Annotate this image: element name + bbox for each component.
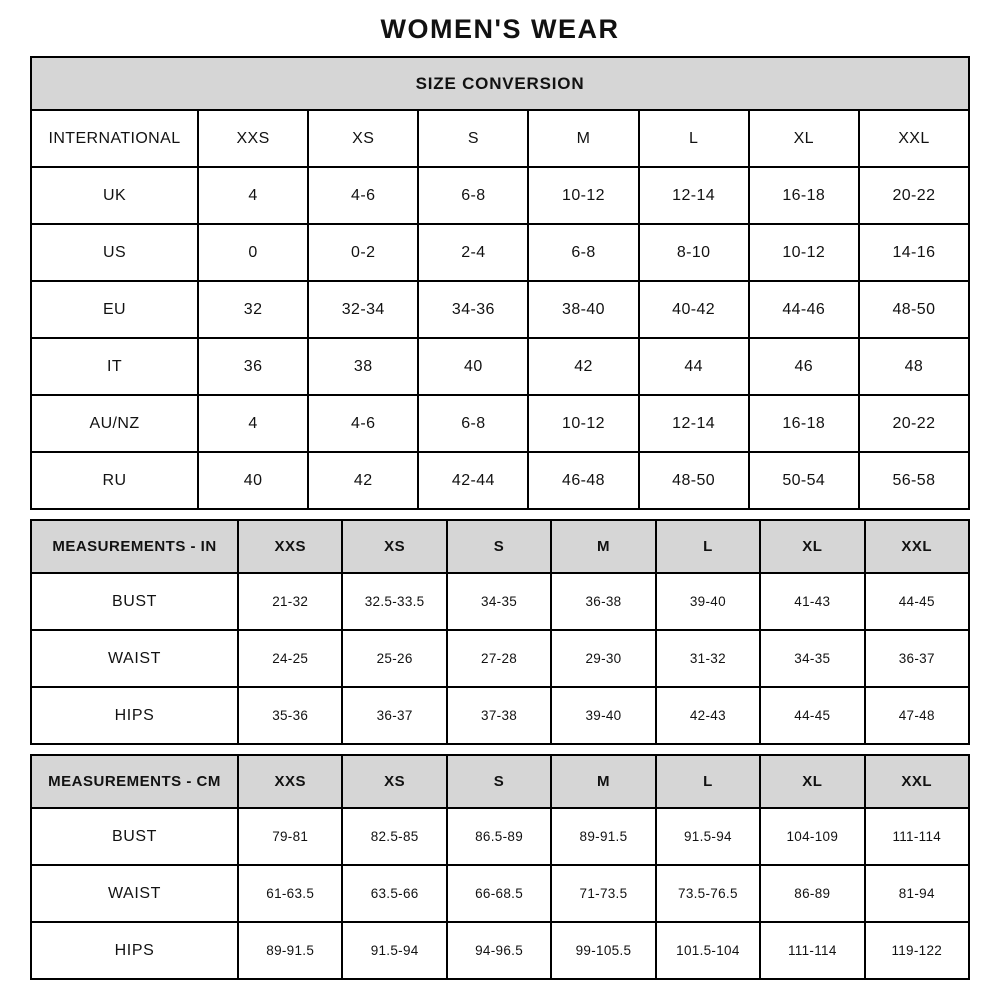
- value-cell: 42: [308, 452, 418, 509]
- size-conversion-table: [30, 56, 970, 510]
- column-header-m: M: [528, 110, 638, 167]
- value-cell: 10-12: [749, 224, 859, 281]
- row-label: RU: [31, 452, 198, 509]
- value-cell: 47-48: [865, 687, 969, 744]
- value-cell: 38-40: [528, 281, 638, 338]
- value-cell: 111-114: [760, 922, 864, 979]
- value-cell: 86-89: [760, 865, 864, 922]
- value-cell: 79-81: [238, 808, 342, 865]
- value-cell: 6-8: [418, 167, 528, 224]
- row-label: BUST: [31, 808, 238, 865]
- value-cell: 89-91.5: [551, 808, 655, 865]
- column-header-l: L: [639, 110, 749, 167]
- value-cell: 91.5-94: [656, 808, 760, 865]
- value-cell: 40: [198, 452, 308, 509]
- value-cell: 31-32: [656, 630, 760, 687]
- table-row-us: [31, 224, 969, 281]
- column-header-xs: XS: [342, 520, 446, 573]
- value-cell: 82.5-85: [342, 808, 446, 865]
- column-header-l: L: [656, 755, 760, 808]
- value-cell: 14-16: [859, 224, 969, 281]
- value-cell: 39-40: [551, 687, 655, 744]
- value-cell: 71-73.5: [551, 865, 655, 922]
- value-cell: 29-30: [551, 630, 655, 687]
- column-header-xl: XL: [760, 520, 864, 573]
- row-label: HIPS: [31, 922, 238, 979]
- value-cell: 0: [198, 224, 308, 281]
- measurements-in-title: MEASUREMENTS - IN: [31, 520, 238, 573]
- value-cell: 41-43: [760, 573, 864, 630]
- page-title: WOMEN'S WEAR: [380, 14, 620, 44]
- value-cell: 63.5-66: [342, 865, 446, 922]
- value-cell: 4: [198, 167, 308, 224]
- value-cell: 99-105.5: [551, 922, 655, 979]
- value-cell: 48-50: [859, 281, 969, 338]
- value-cell: 66-68.5: [447, 865, 551, 922]
- column-header-s: S: [447, 755, 551, 808]
- value-cell: 61-63.5: [238, 865, 342, 922]
- table-row-waist: [31, 630, 969, 687]
- row-label: US: [31, 224, 198, 281]
- value-cell: 36-38: [551, 573, 655, 630]
- value-cell: 4-6: [308, 167, 418, 224]
- value-cell: 46-48: [528, 452, 638, 509]
- column-header-m: M: [551, 520, 655, 573]
- value-cell: 36-37: [865, 630, 969, 687]
- value-cell: 38: [308, 338, 418, 395]
- value-cell: 20-22: [859, 167, 969, 224]
- table-row-uk: [31, 167, 969, 224]
- value-cell: 44-45: [760, 687, 864, 744]
- value-cell: 48: [859, 338, 969, 395]
- table-row-bust: [31, 573, 969, 630]
- column-header-row: [31, 520, 969, 573]
- table-row-aunz: [31, 395, 969, 452]
- value-cell: 91.5-94: [342, 922, 446, 979]
- value-cell: 16-18: [749, 167, 859, 224]
- table-row-it: [31, 338, 969, 395]
- column-header-international: INTERNATIONAL: [31, 110, 198, 167]
- column-header-s: S: [447, 520, 551, 573]
- value-cell: 24-25: [238, 630, 342, 687]
- row-label: WAIST: [31, 865, 238, 922]
- column-header-xl: XL: [760, 755, 864, 808]
- value-cell: 73.5-76.5: [656, 865, 760, 922]
- value-cell: 40: [418, 338, 528, 395]
- table-row-eu: [31, 281, 969, 338]
- measurements-cm-table: [30, 754, 970, 980]
- table-row-ru: [31, 452, 969, 509]
- table-row-waist: [31, 865, 969, 922]
- value-cell: 4-6: [308, 395, 418, 452]
- value-cell: 89-91.5: [238, 922, 342, 979]
- value-cell: 21-32: [238, 573, 342, 630]
- column-header-row: [31, 110, 969, 167]
- row-label: WAIST: [31, 630, 238, 687]
- value-cell: 6-8: [418, 395, 528, 452]
- table-row-bust: [31, 808, 969, 865]
- size-conversion-title: SIZE CONVERSION: [31, 57, 969, 110]
- value-cell: 119-122: [865, 922, 969, 979]
- table-row-hips: [31, 922, 969, 979]
- row-label: IT: [31, 338, 198, 395]
- value-cell: 20-22: [859, 395, 969, 452]
- column-header-xxl: XXL: [865, 520, 969, 573]
- value-cell: 32: [198, 281, 308, 338]
- column-header-xxs: XXS: [198, 110, 308, 167]
- column-header-xxs: XXS: [238, 755, 342, 808]
- column-header-xl: XL: [749, 110, 859, 167]
- value-cell: 94-96.5: [447, 922, 551, 979]
- value-cell: 104-109: [760, 808, 864, 865]
- value-cell: 6-8: [528, 224, 638, 281]
- row-label: HIPS: [31, 687, 238, 744]
- value-cell: 81-94: [865, 865, 969, 922]
- value-cell: 101.5-104: [656, 922, 760, 979]
- column-header-l: L: [656, 520, 760, 573]
- value-cell: 36-37: [342, 687, 446, 744]
- column-header-xxl: XXL: [865, 755, 969, 808]
- value-cell: 0-2: [308, 224, 418, 281]
- value-cell: 34-35: [447, 573, 551, 630]
- value-cell: 10-12: [528, 167, 638, 224]
- value-cell: 44-45: [865, 573, 969, 630]
- column-header-m: M: [551, 755, 655, 808]
- row-label: UK: [31, 167, 198, 224]
- value-cell: 4: [198, 395, 308, 452]
- column-header-xxs: XXS: [238, 520, 342, 573]
- row-label: AU/NZ: [31, 395, 198, 452]
- value-cell: 10-12: [528, 395, 638, 452]
- column-header-s: S: [418, 110, 528, 167]
- value-cell: 8-10: [639, 224, 749, 281]
- value-cell: 16-18: [749, 395, 859, 452]
- value-cell: 86.5-89: [447, 808, 551, 865]
- value-cell: 27-28: [447, 630, 551, 687]
- value-cell: 44-46: [749, 281, 859, 338]
- value-cell: 42-44: [418, 452, 528, 509]
- value-cell: 32.5-33.5: [342, 573, 446, 630]
- value-cell: 25-26: [342, 630, 446, 687]
- value-cell: 35-36: [238, 687, 342, 744]
- column-header-xxl: XXL: [859, 110, 969, 167]
- value-cell: 12-14: [639, 395, 749, 452]
- value-cell: 34-36: [418, 281, 528, 338]
- column-header-row: [31, 755, 969, 808]
- column-header-xs: XS: [308, 110, 418, 167]
- value-cell: 44: [639, 338, 749, 395]
- value-cell: 39-40: [656, 573, 760, 630]
- value-cell: 42-43: [656, 687, 760, 744]
- value-cell: 32-34: [308, 281, 418, 338]
- value-cell: 42: [528, 338, 638, 395]
- value-cell: 36: [198, 338, 308, 395]
- value-cell: 37-38: [447, 687, 551, 744]
- measurements-in-table: [30, 519, 970, 745]
- value-cell: 46: [749, 338, 859, 395]
- value-cell: 111-114: [865, 808, 969, 865]
- table-row-hips: [31, 687, 969, 744]
- column-header-xs: XS: [342, 755, 446, 808]
- value-cell: 40-42: [639, 281, 749, 338]
- value-cell: 48-50: [639, 452, 749, 509]
- value-cell: 56-58: [859, 452, 969, 509]
- row-label: EU: [31, 281, 198, 338]
- value-cell: 34-35: [760, 630, 864, 687]
- value-cell: 12-14: [639, 167, 749, 224]
- value-cell: 50-54: [749, 452, 859, 509]
- table-title-row: [31, 57, 969, 110]
- measurements-cm-title: MEASUREMENTS - CM: [31, 755, 238, 808]
- row-label: BUST: [31, 573, 238, 630]
- value-cell: 2-4: [418, 224, 528, 281]
